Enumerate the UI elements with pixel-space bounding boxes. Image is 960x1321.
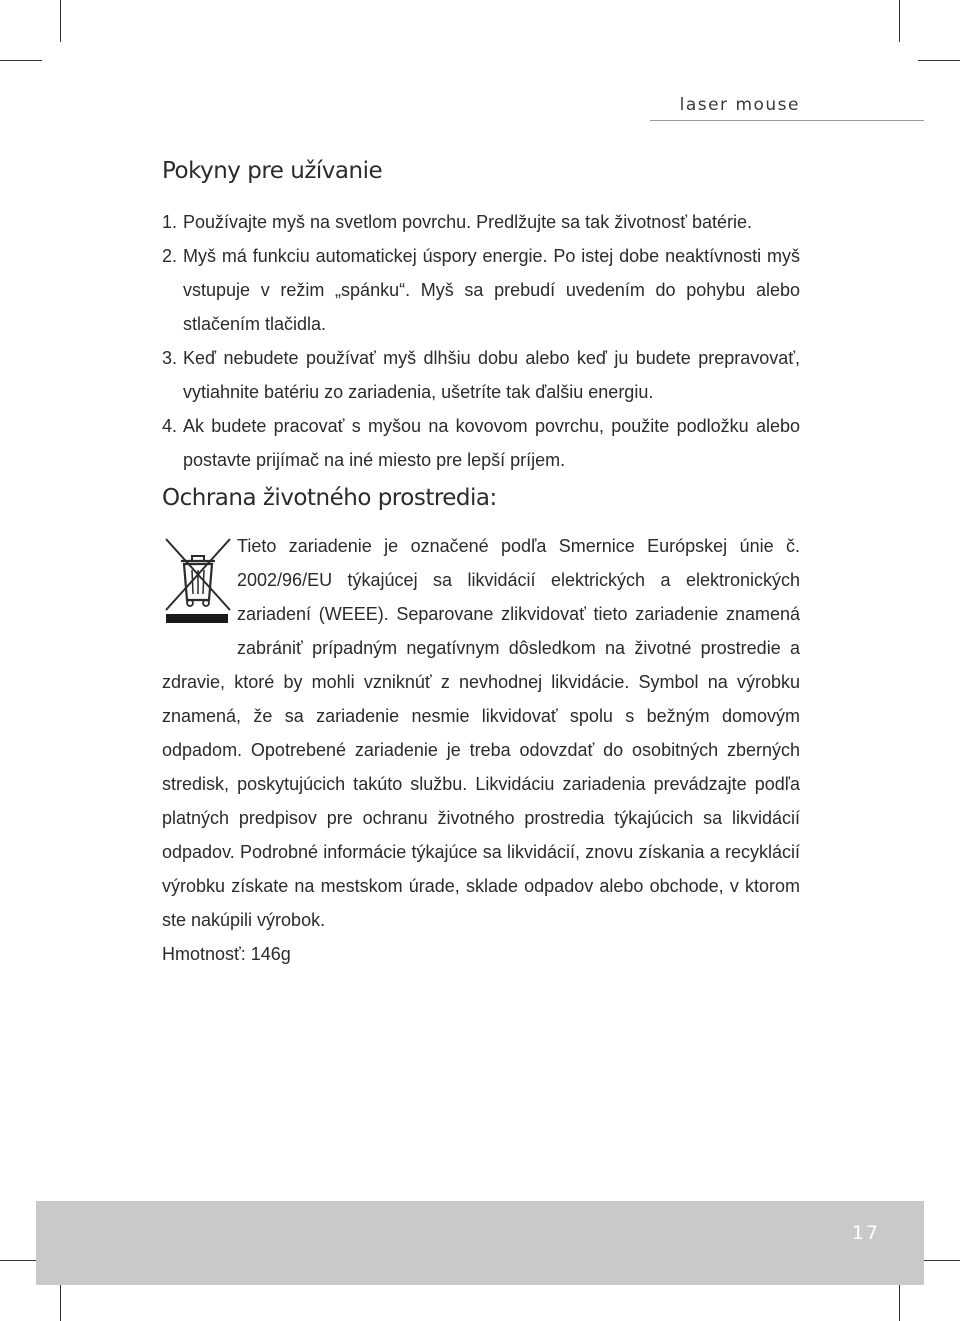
crop-mark-bottom-right-vertical — [899, 1279, 900, 1321]
list-item-text: Keď nebudete používať myš dlhšiu dobu alebo keď ju budete prepravovať, vytiahnite batériu zo zariadenia, ušetríte tak ďalšiu energiu. — [183, 348, 800, 402]
crop-mark-top-left-vertical — [60, 0, 61, 42]
environment-section-title: Ochrana životného prostredia: — [162, 485, 497, 511]
product-weight: Hmotnosť: 146g — [162, 944, 291, 964]
list-item-text: Myš má funkciu automatickej úspory energie. Po istej dobe neaktívnosti myš vstupuje v režim „spánku“. Myš sa prebudí uvedením do pohybu alebo stlačením tlačidla. — [183, 246, 800, 334]
list-item — [162, 409, 800, 477]
environment-paragraph-block — [162, 529, 800, 937]
crop-mark-bottom-right-horizontal — [918, 1260, 960, 1261]
crop-mark-top-right-vertical — [899, 0, 900, 42]
list-item-text: Ak budete pracovať s myšou na kovovom povrchu, použite podložku alebo postavte prijímač na iné miesto pre lepší príjem. — [183, 416, 800, 470]
crop-mark-top-right-horizontal — [918, 60, 960, 61]
page-content — [162, 150, 800, 971]
list-item-number: 3. — [162, 348, 178, 368]
page-number: 17 — [851, 1222, 880, 1244]
crop-mark-top-left-horizontal — [0, 60, 42, 61]
list-item — [162, 205, 800, 239]
list-item-number: 2. — [162, 246, 178, 266]
environment-paragraph-text: Tieto zariadenie je označené podľa Smernice Európskej únie č. 2002/96/EU týkajúcej sa likvidácií elektrických a elektronických zariadení (WEEE). Separovane zlikvidovať tieto zariadenie znamená zabrániť prípadným negatívnym dôsledkom na životné prostredie a zdravie, ktoré by mohli vzniknúť z nevhodnej likvidácie. Symbol na výrobku znamená, že sa zariadenie nesmie likvidovať spolu s bežným domovým odpadom. Opotrebené zariadenie je treba odovzdať do osobitných zberných stredisk, poskytujúcich takúto službu. Likvidáciu zariadenia prevádzajte podľa platných predpisov pre ochranu životného prostredia týkajúcich sa likvidácií odpadov. Podrobné informácie týkajúce sa likvidácií, znovu získania a recyklácií výrobku získate na mestskom úrade, sklade odpadov alebo obchode, v ktorom ste nakúpili výrobok. — [162, 536, 800, 930]
list-item-number: 4. — [162, 416, 178, 436]
list-item-number: 1. — [162, 212, 178, 232]
list-item — [162, 341, 800, 409]
list-item — [162, 239, 800, 341]
running-header-title: laser mouse — [679, 95, 800, 115]
crop-mark-bottom-left-vertical — [60, 1279, 61, 1321]
list-item-text: Používajte myš na svetlom povrchu. Predlžujte sa tak životnosť batérie. — [183, 212, 753, 232]
usage-section-title: Pokyny pre užívanie — [162, 158, 383, 184]
header-rule — [650, 120, 924, 121]
footer-band — [36, 1201, 924, 1285]
usage-instructions-list — [162, 205, 800, 477]
weee-crossed-bin-icon — [162, 534, 237, 634]
